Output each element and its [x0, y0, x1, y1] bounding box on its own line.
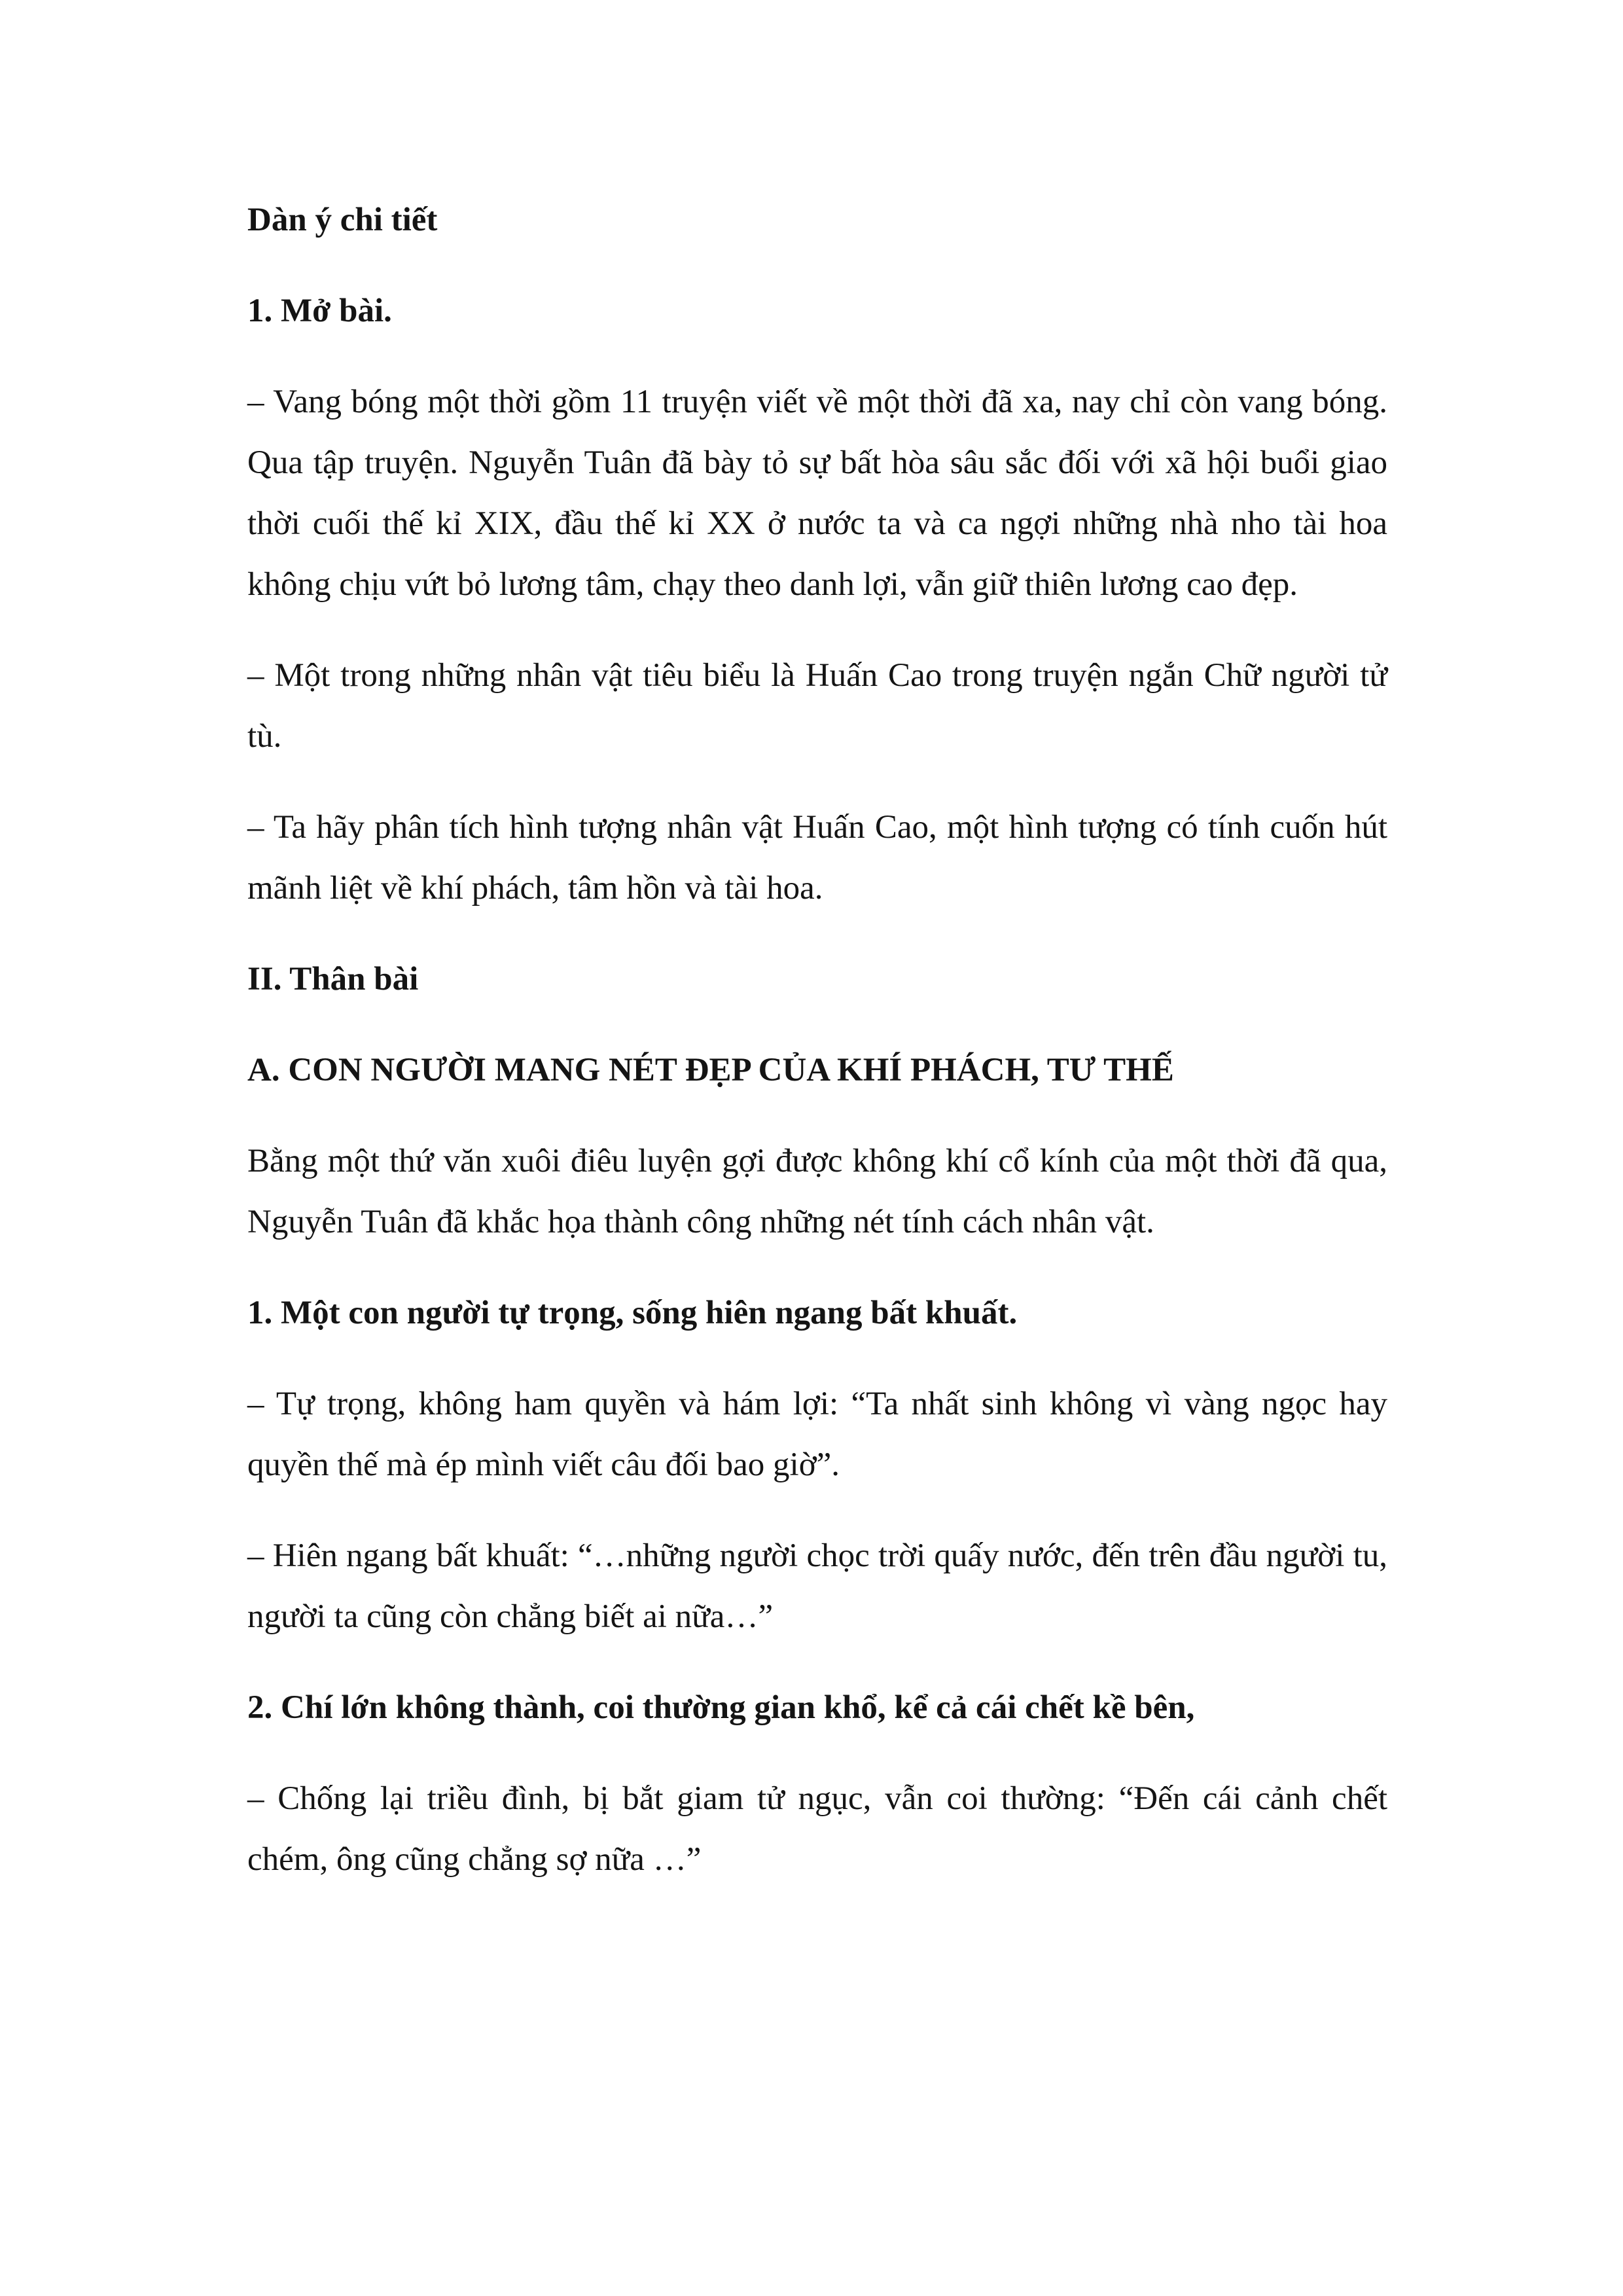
paragraph-sub2-1: – Chống lại triều đình, bị bắt giam tử ngục, vẫn coi thường: “Đến cái cảnh chết chém, ông cũng chẳng sợ nữa …” [247, 1780, 1387, 1878]
subheading-1: 1. Một con người tự trọng, sống hiên ngang bất khuất. [247, 1295, 1018, 1331]
document-body [247, 190, 1387, 1920]
document-title: Dàn ý chi tiết [247, 202, 438, 238]
section-heading-than-bai: II. Thân bài [247, 961, 419, 997]
subheading-2: 2. Chí lớn không thành, coi thường gian khổ, kể cả cái chết kề bên, [247, 1689, 1195, 1726]
section-heading-mo-bai: 1. Mở bài. [247, 293, 392, 329]
paragraph-part-a: Bằng một thứ văn xuôi điêu luyện gợi được không khí cổ kính của một thời đã qua, Nguyễn Tuân đã khắc họa thành công những nét tính cách nhân vật. [247, 1143, 1387, 1240]
paragraph-intro-1: – Vang bóng một thời gồm 11 truyện viết về một thời đã xa, nay chỉ còn vang bóng. Qua tập truyện. Nguyễn Tuân đã bày tỏ sự bất hòa sâu sắc đối với xã hội buổi giao thời cuối thế kỉ XIX, đầu thế kỉ XX ở nước ta và ca ngợi những nhà nho tài hoa không chịu vứt bỏ lương tâm, chạy theo danh lợi, vẫn giữ thiên lương cao đẹp. [247, 384, 1387, 603]
paragraph-sub1-1: – Tự trọng, không ham quyền và hám lợi: “Ta nhất sinh không vì vàng ngọc hay quyền thế mà ép mình viết câu đối bao giờ”. [247, 1386, 1387, 1483]
paragraph-intro-3: – Ta hãy phân tích hình tượng nhân vật Huấn Cao, một hình tượng có tính cuốn hút mãnh liệt về khí phách, tâm hồn và tài hoa. [247, 809, 1387, 906]
paragraph-sub1-2: – Hiên ngang bất khuất: “…những người chọc trời quấy nước, đến trên đầu người tu, người ta cũng còn chẳng biết ai nữa…” [247, 1537, 1387, 1635]
part-heading-a: A. CON NGƯỜI MANG NÉT ĐẸP CỦA KHÍ PHÁCH, TƯ THẾ [247, 1052, 1174, 1088]
paragraph-intro-2: – Một trong những nhân vật tiêu biểu là Huấn Cao trong truyện ngắn Chữ người tử tù. [247, 657, 1387, 755]
